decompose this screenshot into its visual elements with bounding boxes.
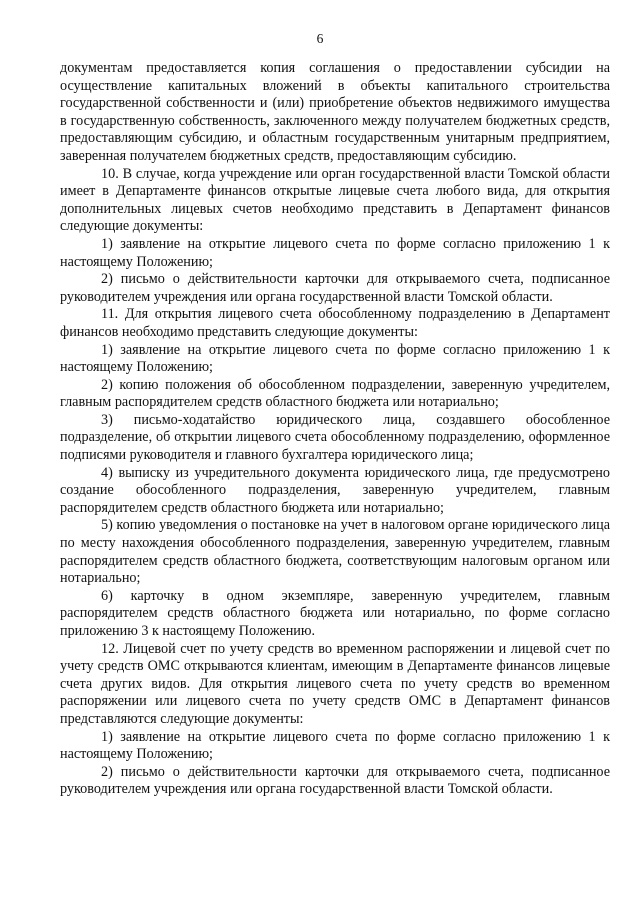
paragraph-item-11-6: 6) карточку в одном экземпляре, заверенную учредителем, главным распорядителем средств областного бюджета или нотариально, по форме согласно приложению 3 к настоящему Положению.: [60, 587, 610, 639]
paragraph-item-10: 10. В случае, когда учреждение или орган государственной власти Томской области имеет в Департаменте финансов открытые лицевые счета любого вида, для открытия дополнительных лицевых счетов необходимо представить в Департамент финансов следующие документы:: [60, 165, 610, 235]
page-number: 6: [316, 31, 324, 46]
paragraph-item-11-1: 1) заявление на открытие лицевого счета по форме согласно приложению 1 к настоящему Положению;: [60, 341, 610, 376]
paragraph-item-10-2: 2) письмо о действительности карточки для открываемого счета, подписанное руководителем учреждения или органа государственной власти Томской области.: [60, 271, 610, 305]
document-body: [60, 60, 610, 799]
paragraph-item-10-1: 1) заявление на открытие лицевого счета по форме согласно приложению 1 к настоящему Положению;: [60, 235, 610, 270]
paragraph-item-11-3: 3) письмо-ходатайство юридического лица, создавшего обособленное подразделение, об открытии лицевого счета обособленному подразделению, оформленное подписями руководителя и главного бухгалтера юридического лица;: [60, 411, 610, 464]
paragraph-item-11-2: 2) копию положения об обособленном подразделении, заверенную учредителем, главным распорядителем средств областного бюджета или нотариально;: [60, 376, 610, 411]
paragraph-item-11: 11. Для открытия лицевого счета обособленному подразделению в Департамент финансов необходимо представить следующие документы:: [60, 306, 610, 340]
paragraph-item-11-4: 4) выписку из учредительного документа юридического лица, где предусмотрено создание обособленного подразделения, заверенную учредителем, главным распорядителем средств областного бюджета или нотариально;: [60, 464, 610, 516]
paragraph-item-11-5: 5) копию уведомления о постановке на учет в налоговом органе юридического лица по месту нахождения обособленного подразделения, заверенную учредителем, главным распорядителем средств областного бюджета, соответствующим налоговым органом или нотариально;: [60, 517, 610, 587]
paragraph-item-12: 12. Лицевой счет по учету средств во временном распоряжении и лицевой счет по учету средств ОМС открываются клиентам, имеющим в Департаменте финансов лицевые счета других видов. Для открытия лицевого счета по учету средств во временном распоряжении или лицевого счета по учету средств ОМС в Департамент финансов представляются следующие документы:: [60, 640, 610, 727]
paragraph-item-12-1: 1) заявление на открытие лицевого счета по форме согласно приложению 1 к настоящему Положению;: [60, 728, 610, 763]
paragraph-item-12-2: 2) письмо о действительности карточки для открываемого счета, подписанное руководителем учреждения или органа государственной власти Томской области.: [60, 763, 610, 798]
paragraph-continuation: документам предоставляется копия соглашения о предоставлении субсидии на осуществление капитальных вложений в объекты капитального строительства государственной собственности и (или) приобретение объектов недвижимого имущества в государственную собственность, заключенного между получателем бюджетных средств, предоставляющим субсидию, и областным государственным унитарным предприятием, заверенная получателем бюджетных средств, предоставляющим субсидию.: [60, 60, 610, 164]
